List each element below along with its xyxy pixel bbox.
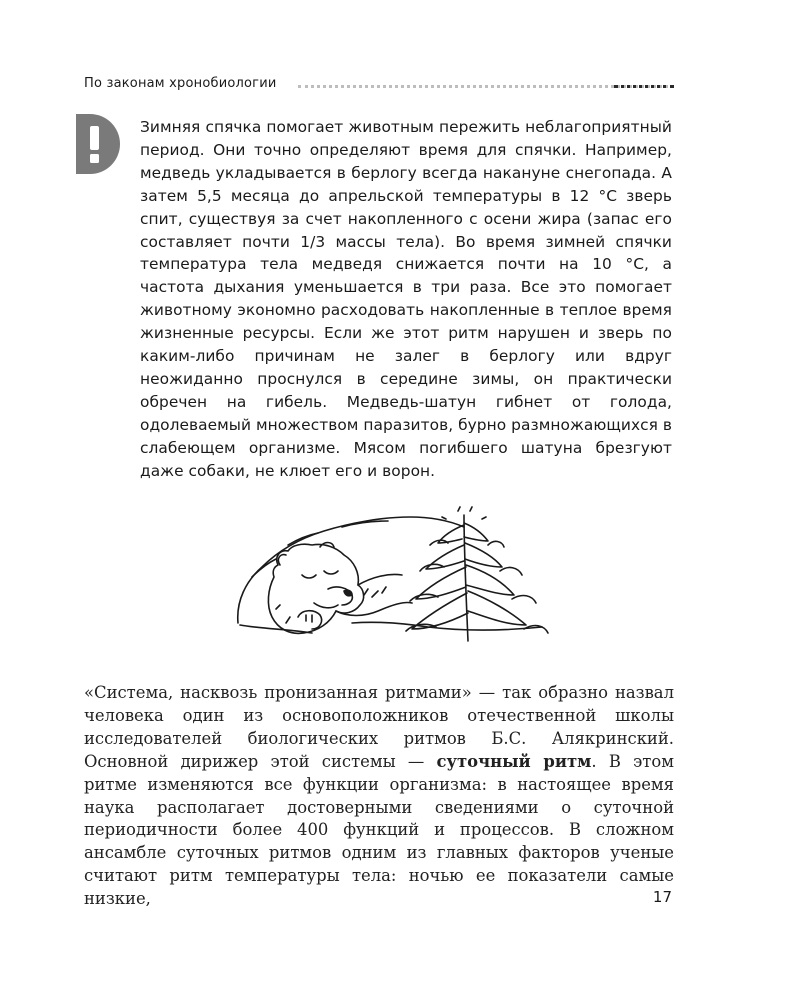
body-text-start: «Система, насквозь пронизанная ритмами» — так образно назвал человека один из основоположников отечественной школы исследователей биологических ритмов Б.С. Алякринский. Основной дирижер этой системы — xyxy=(84,683,674,771)
page-number: 17 xyxy=(652,888,672,906)
bold-term: суточный ритм xyxy=(436,751,592,771)
header-dotted-rule-accent xyxy=(614,85,674,88)
body-paragraph xyxy=(84,682,674,911)
running-title: По законам хронобиологии xyxy=(84,76,283,91)
body-text-end: . В этом ритме изменяются все функции организма: в настоящее время наука располагает достоверными сведениями о суточной периодичности более 400 функций и процессов. В сложном ансамбле суточных ритмов одним из главных факторов ученые считают ритм температуры тела: ночью ее показатели самые низкие, xyxy=(84,751,674,909)
running-header xyxy=(84,76,674,96)
sleeping-bear-illustration xyxy=(232,505,552,660)
sidebar-note-text: Зимняя спячка помогает животным пережить неблагоприятный период. Они точно определяют время для спячки. Например, медведь укладывается в берлогу всегда накануне снегопада. А затем 5,5 месяца до апрельской температуры в 12 °С зверь спит, существуя за счет накопленного с осени жира (запас его составляет почти 1/3 массы тела). Во время зимней спячки температура тела медведя снижается почти на 10 °С, а частота дыхания уменьшается в три раза. Все это помогает животному экономно расходовать накопленные в теплое время жизненные ресурсы. Если же этот ритм нарушен и зверь по каким-либо причинам не залег в берлогу или вдруг неожиданно проснулся в середине зимы, он практически обречен на гибель. Медведь-шатун гибнет от голода, одолеваемый множеством паразитов, бурно размножающихся в слабеющем организме. Мясом погибшего шатуна брезгуют даже собаки, не клюет его и ворон. xyxy=(140,118,672,480)
exclamation-icon xyxy=(76,114,120,174)
